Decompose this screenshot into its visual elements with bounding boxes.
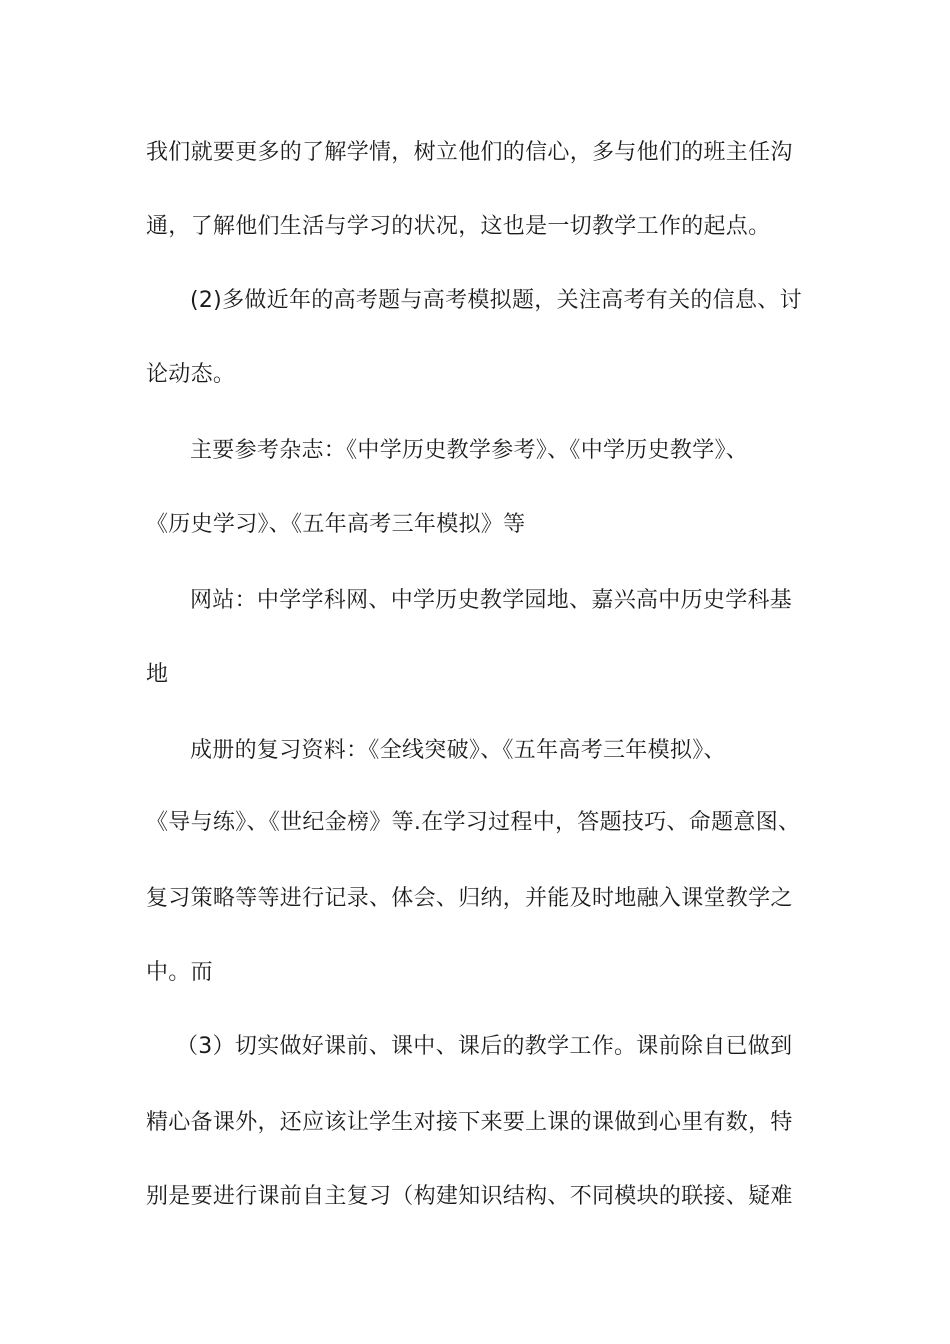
paragraph-line: 主要参考杂志：《中学历史教学参考》、《中学历史教学》、 xyxy=(190,438,749,463)
paragraph-line: 通，了解他们生活与学习的状况，这也是一切教学工作的起点。 xyxy=(146,214,771,239)
paragraph-line: 《历史学习》、《五年高考三年模拟》等 xyxy=(146,512,526,537)
paragraph-line: 中。而 xyxy=(146,960,213,985)
paragraph-line: 《导与练》、《世纪金榜》等.在学习过程中，答题技巧、命题意图、 xyxy=(146,810,801,835)
paragraph-line: （3）切实做好课前、课中、课后的教学工作。课前除自已做到 xyxy=(176,1034,793,1059)
paragraph-line: 我们就要更多的了解学情，树立他们的信心，多与他们的班主任沟 xyxy=(146,140,793,165)
paragraph-line: 复习策略等等进行记录、体会、归纳，并能及时地融入课堂教学之 xyxy=(146,886,793,911)
paragraph-line: 网站：中学学科网、中学历史教学园地、嘉兴高中历史学科基 xyxy=(190,588,793,613)
paragraph-line: 成册的复习资料：《全线突破》、《五年高考三年模拟》、 xyxy=(190,738,726,763)
paragraph-line: 论动态。 xyxy=(146,362,236,387)
paragraph-line: 地 xyxy=(146,662,169,687)
paragraph-line: 别是要进行课前自主复习（构建知识结构、不同模块的联接、疑难 xyxy=(146,1184,793,1209)
paragraph-line: (2)多做近年的高考题与高考模拟题，关注高考有关的信息、讨 xyxy=(190,288,802,313)
paragraph-line: 精心备课外，还应该让学生对接下来要上课的课做到心里有数，特 xyxy=(146,1110,793,1135)
